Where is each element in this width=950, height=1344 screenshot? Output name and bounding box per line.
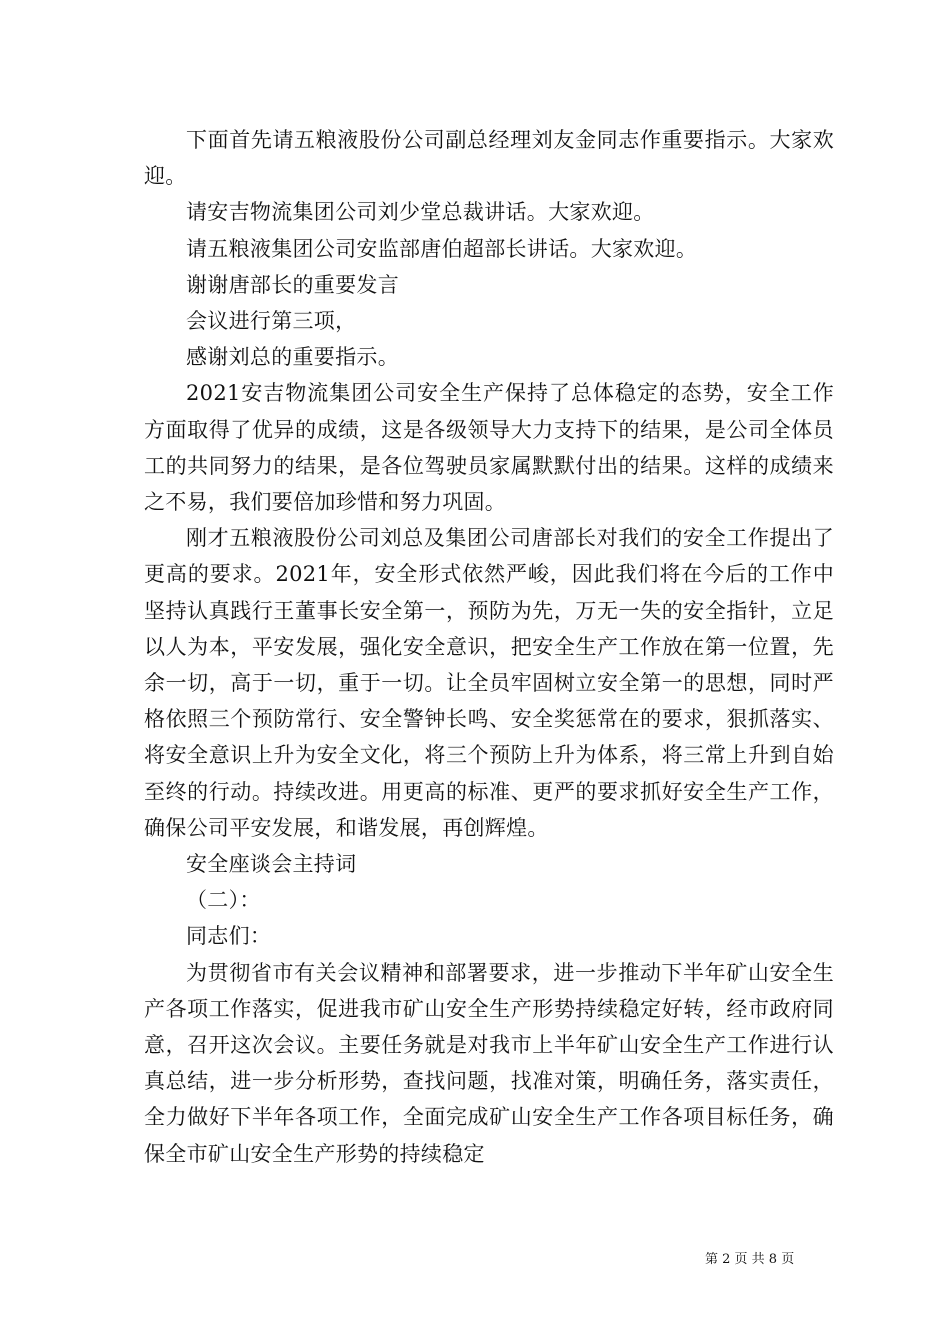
paragraph: 感谢刘总的重要指示。: [186, 345, 399, 370]
paragraph: 会议进行第三项，: [186, 309, 357, 334]
paragraph: 为贯彻省市有关会议精神和部署要求，进一步推动下半年矿山安全生产各项工作落实，促进我市矿山安全生产形势持续稳定好转，经市政府同意，召开这次会议。主要任务就是对我市上半年矿山安全生产工作进行认真总结，进一步分析形势，查找问题，找准对策，明确任务，落实责任，全力做好下半年各项工作，全面完成矿山安全生产工作各项目标任务，确保全市矿山安全生产形势的持续稳定: [144, 960, 834, 1166]
paragraph: 刚才五粮液股份公司刘总及集团公司唐部长对我们的安全工作提出了更高的要求。2021年，安全形式依然严峻，因此我们将在今后的工作中坚持认真践行王董事长安全第一，预防为先，万无一失的安全指针，立足以人为本，平安发展，强化安全意识，把安全生产工作放在第一位置，先余一切，高于一切，重于一切。让全员牢固树立安全第一的思想，同时严格依照三个预防常行、安全警钟长鸣、安全奖惩常在的要求，狠抓落实、将安全意识上升为安全文化，将三个预防上升为体系，将三常上升到自始至终的行动。持续改进。用更高的标准、更严的要求抓好安全生产工作，确保公司平安发展，和谐发展，再创辉煌。: [144, 526, 834, 840]
paragraph: 请五粮液集团公司安监部唐伯超部长讲话。大家欢迎。: [186, 236, 698, 261]
paragraph: 谢谢唐部长的重要发言: [186, 272, 399, 297]
paragraph: 请安吉物流集团公司刘少堂总裁讲话。大家欢迎。: [186, 200, 655, 225]
document-body: [144, 122, 834, 1172]
page-number-footer: 第 2 页 共 8 页: [705, 1252, 795, 1267]
paragraph: 2021安吉物流集团公司安全生产保持了总体稳定的态势，安全工作方面取得了优异的成绩，这是各级领导大力支持下的结果，是公司全体员工的共同努力的结果，是各位驾驶员家属默默付出的结果。这样的成绩来之不易，我们要倍加珍惜和努力巩固。: [144, 381, 834, 515]
paragraph: 下面首先请五粮液股份公司副总经理刘友金同志作重要指示。大家欢迎。: [144, 128, 834, 189]
section-title: 安全座谈会主持词: [186, 852, 357, 877]
salutation: 同志们：: [186, 924, 272, 949]
section-number: （二）：: [186, 888, 261, 913]
